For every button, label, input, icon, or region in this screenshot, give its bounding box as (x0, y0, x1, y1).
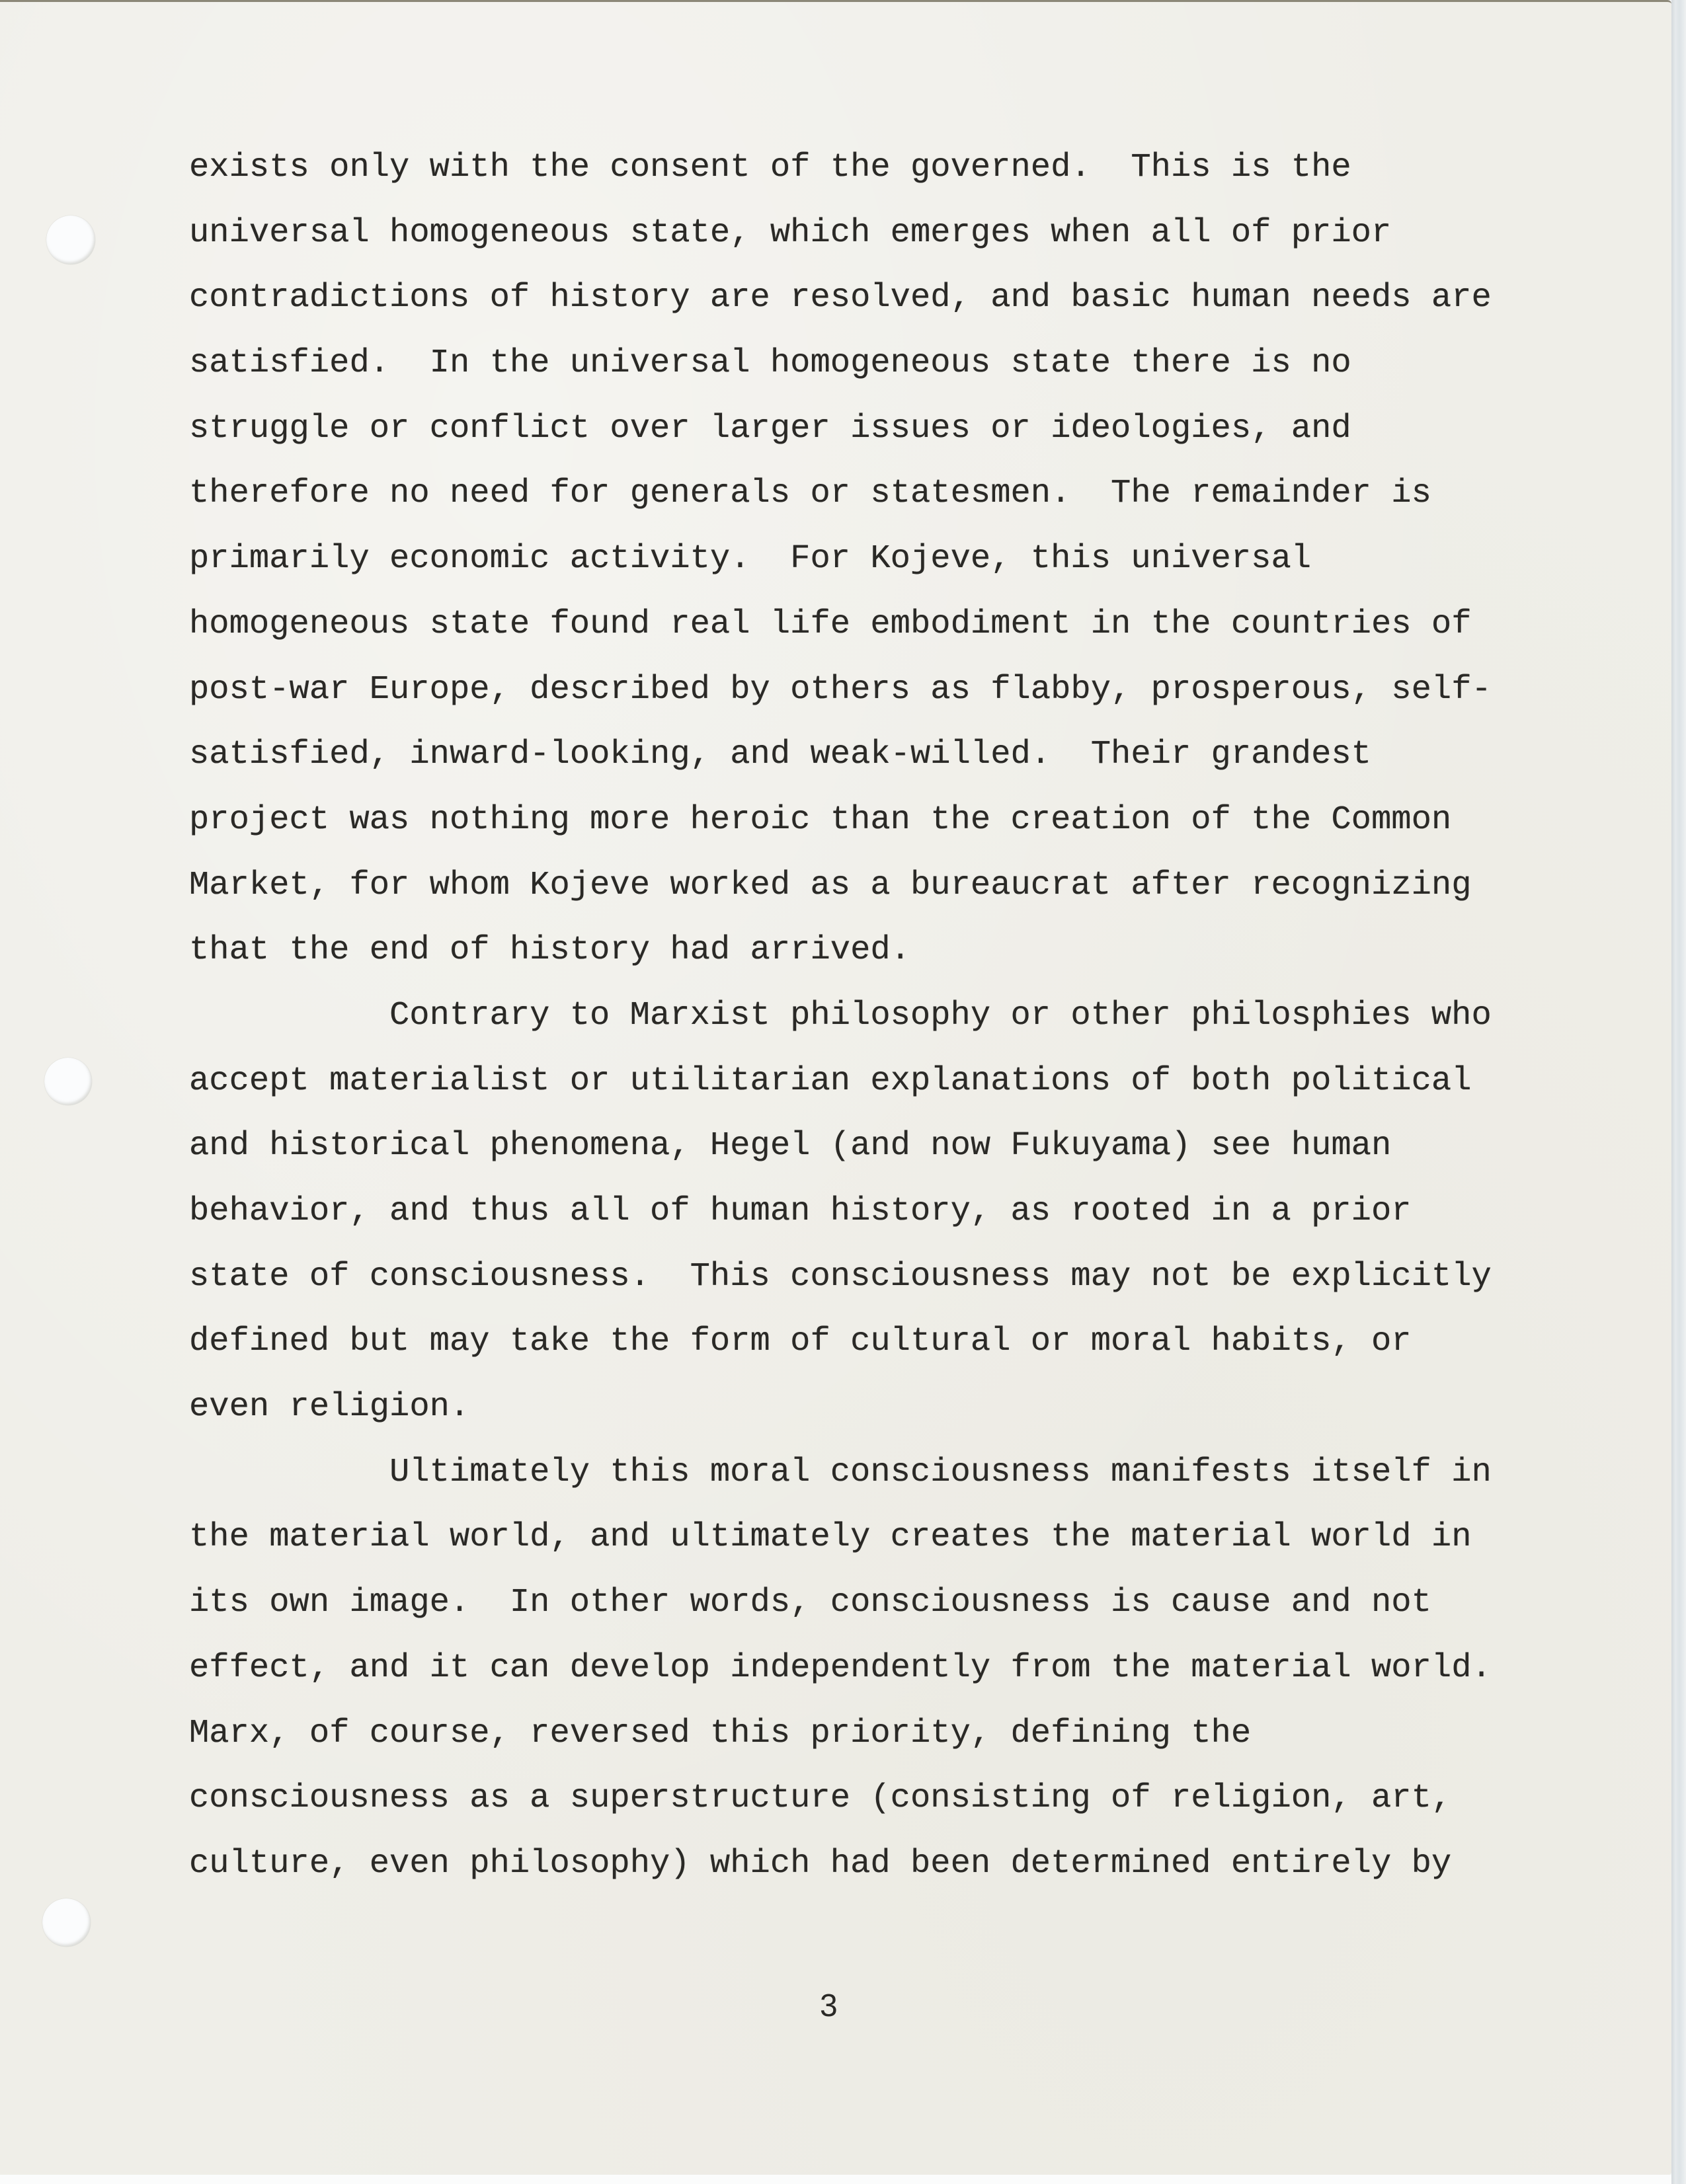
text-line: consciousness as a superstructure (consisting of religion, art, (189, 1779, 1452, 1818)
text-line: homogeneous state found real life embodiment in the countries of (189, 605, 1472, 643)
paragraph-1 (189, 136, 1664, 984)
text-line: Marx, of course, reversed this priority, defining the (189, 1714, 1252, 1752)
paragraph-2 (189, 984, 1664, 1440)
text-line: Market, for whom Kojeve worked as a bureaucrat after recognizing (189, 866, 1472, 904)
punch-hole-bottom (42, 1898, 91, 1947)
scanner-edge-strip (1671, 0, 1686, 2184)
text-line: state of consciousness. This consciousness may not be explicitly (189, 1257, 1492, 1296)
text-line-indented: Ultimately this moral consciousness manifests itself in (389, 1453, 1492, 1491)
page-number: 3 (820, 1988, 838, 2023)
text-line: satisfied. In the universal homogeneous state there is no (189, 344, 1351, 383)
text-line: universal homogeneous state, which emerges when all of prior (189, 214, 1392, 252)
paragraph-3 (189, 1440, 1664, 1897)
text-line-indented: Contrary to Marxist philosophy or other philosphies who (389, 996, 1492, 1034)
text-line: accept materialist or utilitarian explanations of both political (189, 1062, 1472, 1100)
text-line: struggle or conflict over larger issues or ideologies, and (189, 409, 1351, 448)
text-line: and historical phenomena, Hegel (and now Fukuyama) see human (189, 1127, 1392, 1165)
text-line: its own image. In other words, consciousness is cause and not (189, 1584, 1431, 1622)
text-line: primarily economic activity. For Kojeve, this universal (189, 540, 1312, 578)
text-line: the material world, and ultimately creates the material world in (189, 1518, 1472, 1557)
text-line: behavior, and thus all of human history, as rooted in a prior (189, 1192, 1412, 1230)
text-line: effect, and it can develop independently from the material world. (189, 1649, 1492, 1687)
text-line: satisfied, inward-looking, and weak-willed. Their grandest (189, 736, 1371, 774)
text-line: project was nothing more heroic than the creation of the Common (189, 800, 1452, 839)
text-line: therefore no need for generals or statesmen. The remainder is (189, 475, 1431, 513)
text-line: exists only with the consent of the governed. This is the (189, 149, 1351, 186)
text-line: contradictions of history are resolved, and basic human needs are (189, 279, 1492, 317)
text-line: that the end of history had arrived. (189, 931, 910, 970)
scanner-bottom-strip (0, 2175, 1671, 2184)
punch-hole-middle (44, 1058, 92, 1105)
punch-hole-top (46, 215, 95, 264)
text-line: even religion. (189, 1388, 470, 1426)
body-text (189, 136, 1664, 1897)
text-line: defined but may take the form of cultural or moral habits, or (189, 1323, 1412, 1361)
text-line: post-war Europe, described by others as flabby, prosperous, self- (189, 670, 1492, 709)
text-line: culture, even philosophy) which had been determined entirely by (189, 1844, 1452, 1883)
